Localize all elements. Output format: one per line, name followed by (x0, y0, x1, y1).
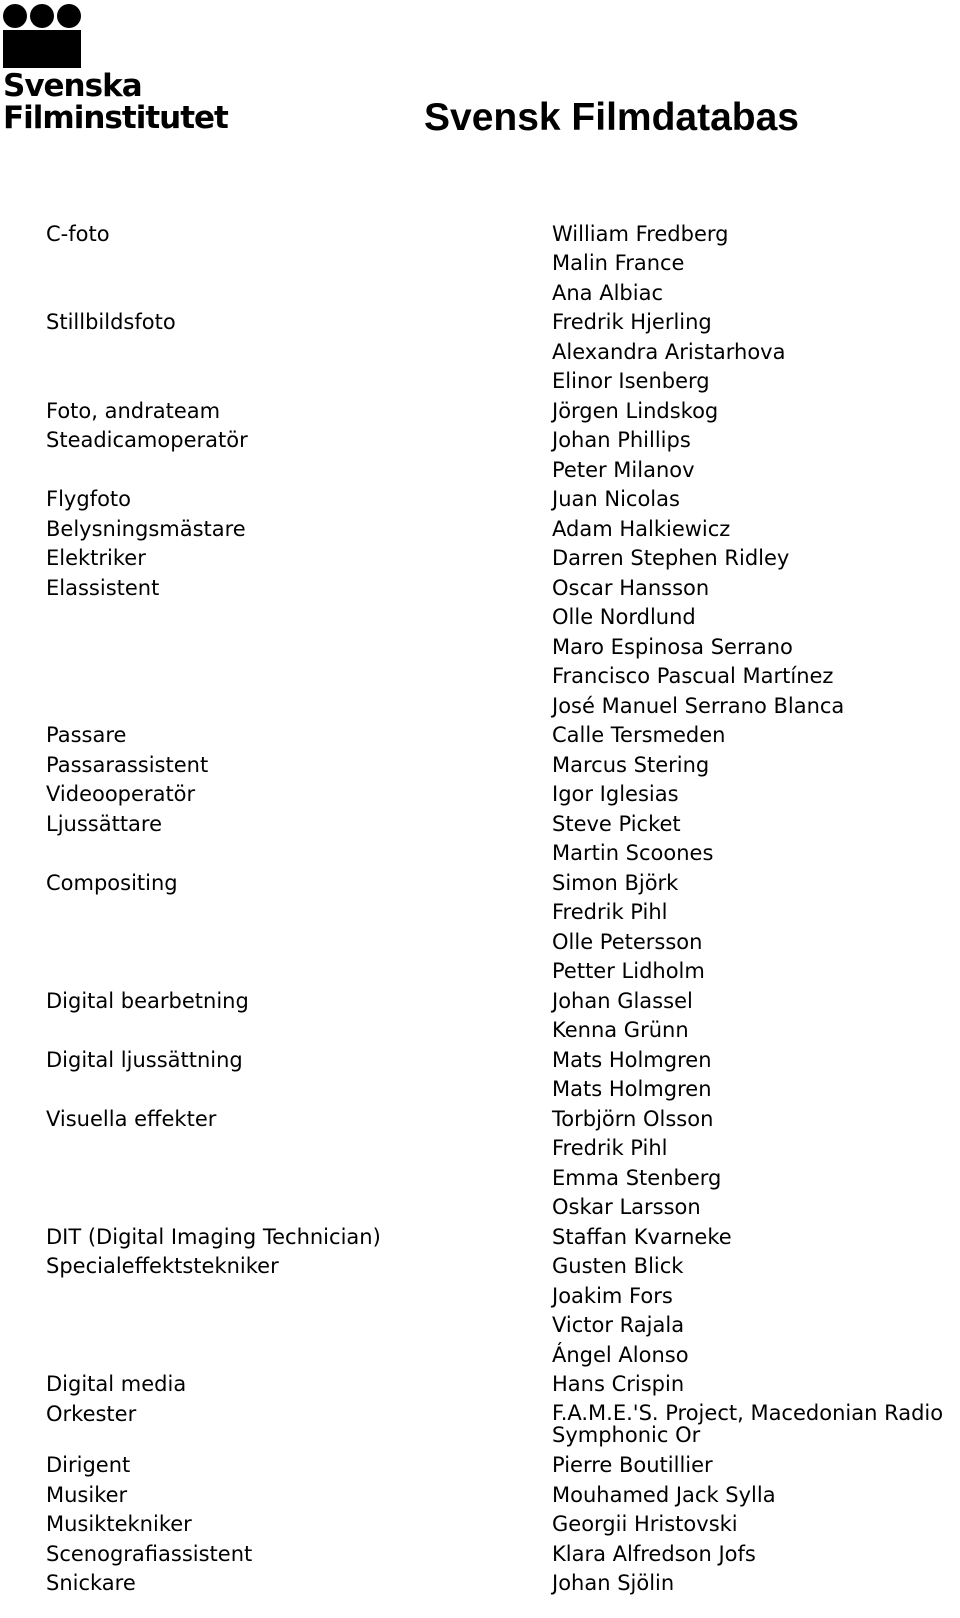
credit-name: Mouhamed Jack Sylla (552, 1483, 776, 1507)
credit-name: José Manuel Serrano Blanca (552, 694, 845, 718)
credit-name: Martin Scoones (552, 841, 714, 865)
credit-role: Visuella effekter (46, 1107, 217, 1131)
credit-name: Ana Albiac (552, 281, 663, 305)
credit-name: Klara Alfredson Jofs (552, 1542, 756, 1566)
credit-name: Elinor Isenberg (552, 369, 710, 393)
credit-role: Compositing (46, 871, 178, 895)
credit-role: Passare (46, 723, 127, 747)
credit-name: Steve Picket (552, 812, 681, 836)
credit-role: Videooperatör (46, 782, 196, 806)
credit-role: Ljussättare (46, 812, 163, 836)
credit-name: F.A.M.E.'S. Project, Macedonian Radio Symphonic Or (552, 1401, 944, 1447)
credit-name: Malin France (552, 251, 685, 275)
credit-role: Specialeffektstekniker (46, 1254, 279, 1278)
credit-name: Marcus Stering (552, 753, 710, 777)
credit-name: Staffan Kvarneke (552, 1225, 732, 1249)
credit-role: Musiker (46, 1483, 128, 1507)
credit-name: Torbjörn Olsson (552, 1107, 714, 1131)
credit-role: Digital bearbetning (46, 989, 249, 1013)
credit-name: Darren Stephen Ridley (552, 546, 790, 570)
credit-name: Petter Lidholm (552, 959, 705, 983)
credit-name: Victor Rajala (552, 1313, 685, 1337)
credit-role: Musiktekniker (46, 1512, 192, 1536)
credit-name: Johan Phillips (552, 428, 691, 452)
credit-name: Olle Petersson (552, 930, 703, 954)
credit-name: Oskar Larsson (552, 1195, 701, 1219)
credit-name: Fredrik Pihl (552, 900, 668, 924)
credit-name: Peter Milanov (552, 458, 695, 482)
logo-line-2: Filminstitutet (3, 100, 228, 136)
credit-name: Mats Holmgren (552, 1048, 712, 1072)
credit-role: Snickare (46, 1571, 136, 1595)
credit-name: Ángel Alonso (552, 1343, 689, 1367)
credit-role: Passarassistent (46, 753, 209, 777)
credit-role: Scenografiassistent (46, 1542, 253, 1566)
credit-name: Olle Nordlund (552, 605, 696, 629)
credit-name: Igor Iglesias (552, 782, 679, 806)
credit-name: Emma Stenberg (552, 1166, 722, 1190)
credit-role: Digital media (46, 1372, 187, 1396)
credit-name: Johan Glassel (552, 989, 693, 1013)
credit-name: Francisco Pascual Martínez (552, 664, 834, 688)
credit-name: Adam Halkiewicz (552, 517, 731, 541)
logo-line-1: Svenska (3, 68, 142, 104)
credit-name: Kenna Grünn (552, 1018, 689, 1042)
credit-role: Steadicamoperatör (46, 428, 248, 452)
credit-role: Foto, andrateam (46, 399, 221, 423)
credit-name: Fredrik Pihl (552, 1136, 668, 1160)
credit-name: Calle Tersmeden (552, 723, 726, 747)
credit-name: Jörgen Lindskog (552, 399, 719, 423)
credit-role: Digital ljussättning (46, 1048, 243, 1072)
credit-name: Alexandra Aristarhova (552, 340, 786, 364)
page-title: Svensk Filmdatabas (424, 96, 799, 139)
credit-name: Gusten Blick (552, 1254, 684, 1278)
credit-role: Stillbildsfoto (46, 310, 176, 334)
credit-name: Maro Espinosa Serrano (552, 635, 793, 659)
credit-role: Elektriker (46, 546, 146, 570)
credit-role: DIT (Digital Imaging Technician) (46, 1225, 381, 1249)
credit-role: Dirigent (46, 1453, 131, 1477)
credit-name: Fredrik Hjerling (552, 310, 712, 334)
credit-name: Juan Nicolas (552, 487, 680, 511)
credit-role: C-foto (46, 222, 110, 246)
credit-name: William Fredberg (552, 222, 729, 246)
credit-role: Elassistent (46, 576, 160, 600)
credit-name: Hans Crispin (552, 1372, 685, 1396)
credit-role: Flygfoto (46, 487, 131, 511)
credit-role: Belysningsmästare (46, 517, 246, 541)
credit-name: Johan Sjölin (552, 1571, 675, 1595)
credit-name: Pierre Boutillier (552, 1453, 713, 1477)
credit-role: Orkester (46, 1402, 137, 1426)
credit-name: Georgii Hristovski (552, 1512, 738, 1536)
credit-name: Simon Björk (552, 871, 679, 895)
credit-name: Joakim Fors (552, 1284, 673, 1308)
credit-name: Oscar Hansson (552, 576, 710, 600)
credit-name: Mats Holmgren (552, 1077, 712, 1101)
